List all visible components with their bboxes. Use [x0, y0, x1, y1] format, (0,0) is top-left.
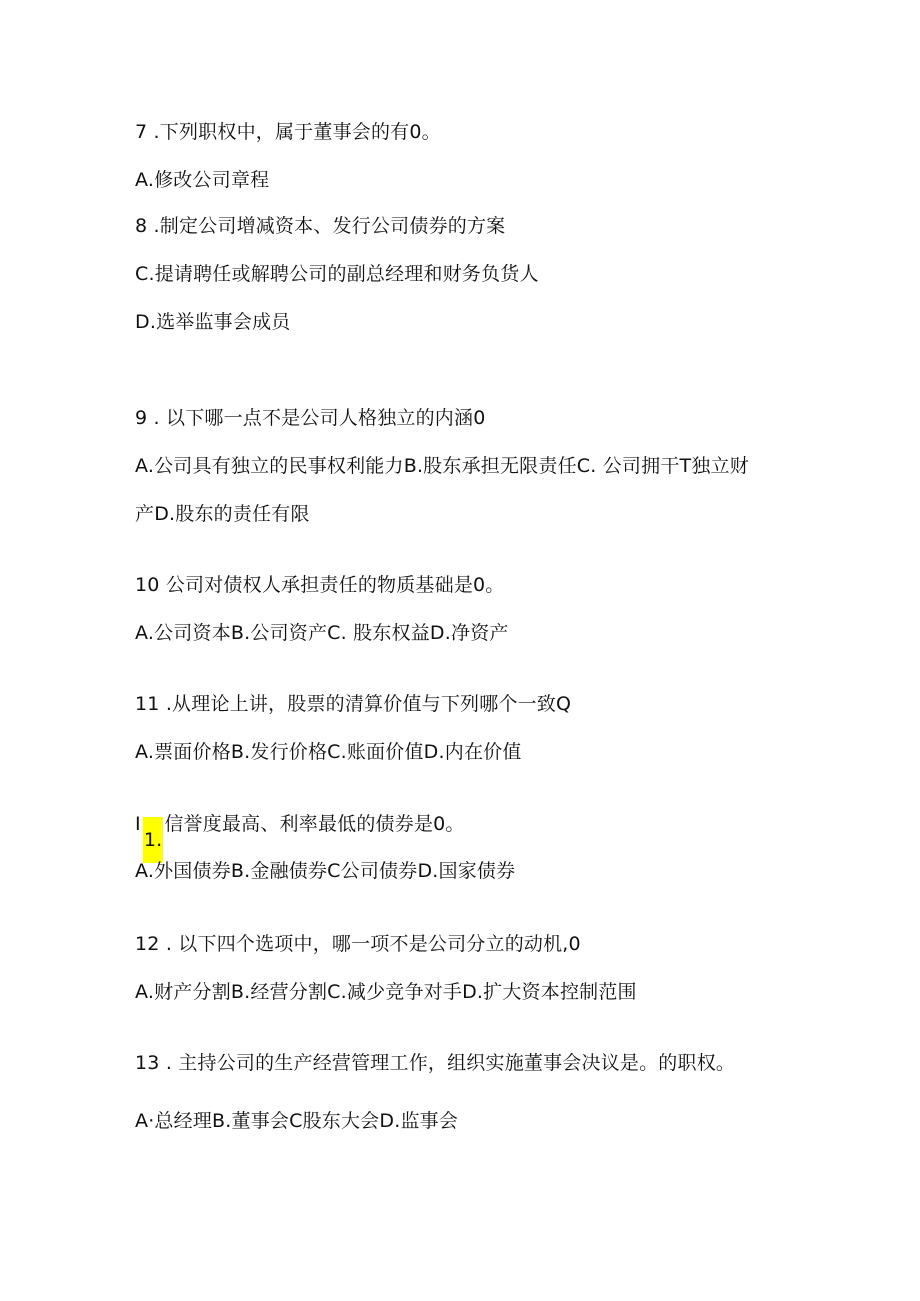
option-line: A.修改公司章程 — [135, 169, 270, 191]
option-line: A.公司资本B.公司资产C. 股东权益D.净资产 — [135, 622, 509, 644]
question-12: 12 . 以下四个选项中，哪一项不是公司分立的动机,0 — [135, 933, 581, 955]
question-7: 7 .下列职权中，属于董事会的有0。 — [135, 121, 441, 143]
option-line: 产D.股东的责任有限 — [135, 503, 310, 525]
question-8: 8 .制定公司增减资本、发行公司债券的方案 — [135, 215, 506, 237]
question-10: 10 公司对债权人承担责任的物质基础是0。 — [135, 574, 505, 596]
highlight-mark: 1. — [143, 817, 164, 863]
question-number-prefix: I — [135, 813, 141, 835]
question-11: 11 .从理论上讲，股票的清算价值与下列哪个一致Q — [135, 693, 572, 715]
question-13: 13 . 主持公司的生产经营管理工作，组织实施董事会决议是。的职权。 — [135, 1052, 736, 1074]
option-line: D.选举监事会成员 — [135, 311, 291, 333]
option-line: A.财产分割B.经营分割C.减少竞争对手D.扩大资本控制范围 — [135, 981, 637, 1003]
question-highlighted — [135, 812, 465, 863]
option-line: A·总经理B.董事会C股东大会D.监事会 — [135, 1110, 459, 1132]
option-line: A.票面价格B.发行价格C.账面价值D.内在价值 — [135, 741, 522, 763]
question-9: 9 . 以下哪一点不是公司人格独立的内涵0 — [135, 407, 486, 429]
question-text: 信誉度最高、利率最低的债券是0。 — [164, 813, 465, 835]
option-line: A.外国债券B.金融债券C公司债券D.国家债券 — [135, 860, 516, 882]
option-line: A.公司具有独立的民事权利能力B.股东承担无限责任C. 公司拥干T独立财 — [135, 455, 749, 477]
option-line: C.提请聘任或解聘公司的副总经理和财务负货人 — [135, 263, 539, 285]
